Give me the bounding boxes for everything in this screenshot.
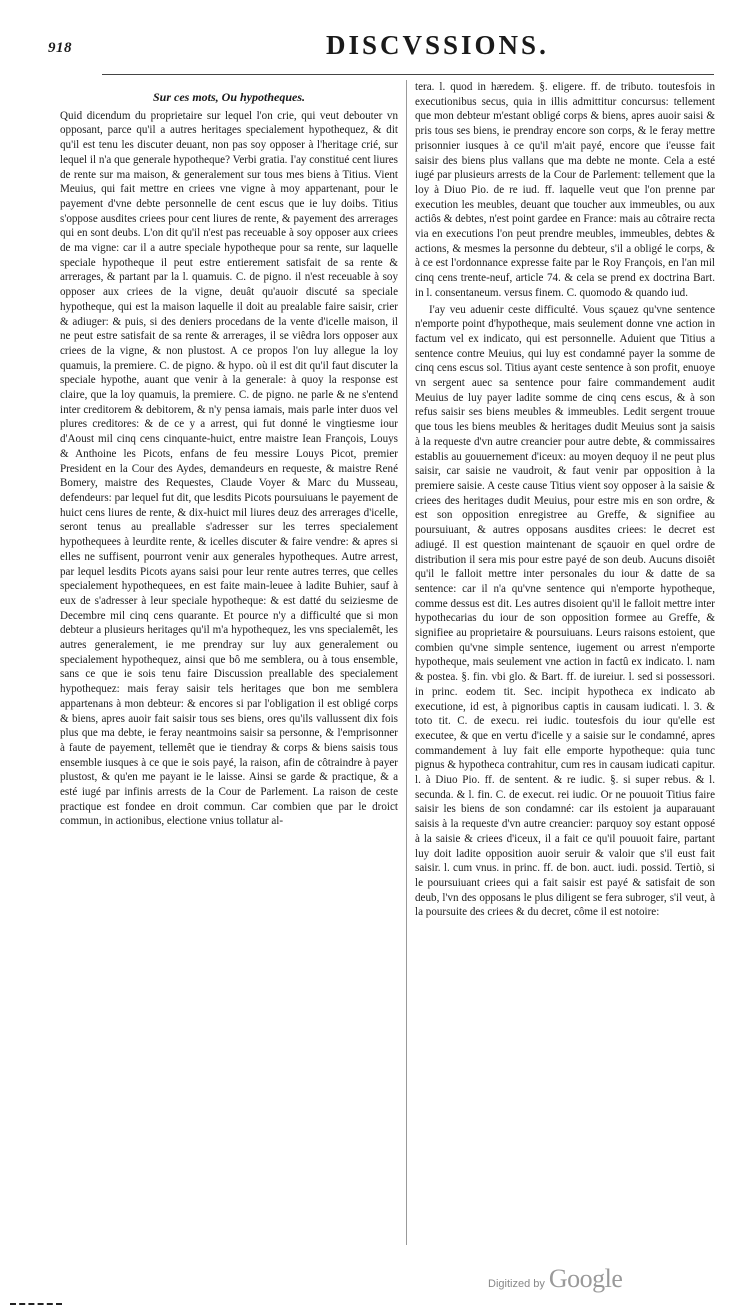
running-head: DISCVSSIONS. (326, 30, 549, 60)
page-number: 918 (48, 40, 72, 56)
left-column (60, 90, 398, 829)
digitized-watermark (488, 1264, 622, 1294)
google-logo-icon: Google (548, 1264, 623, 1293)
page-edge-mark (10, 1303, 62, 1305)
right-paragraph: tera. l. quod in hæredem. §. eligere. ff. de tributo. toutesfois in executionibus secus, quia in illis admittitur concursus: tellement que mon debteur m'estant obligé corps & biens, apres auoir saisi & pris tous ses biens, ie prendray encore son corps, & le feray mettre prisonnier iusques à ce qu'il m'ait payé, encore que i'eusse fait saisir des biens plus vallans que ma debte ne monte. Cela a esté iugé par plusieurs arrests de la Cour de Parlement: tellement que la loy à Diuo Pio. de re iud. ff. laquelle veut que l'on prenne par execution les meubles, deuant que toucher aux immeubles, ou aux actiôs & debtes, n'est point gardee en France: mais au côtraire recta via en executions l'on peut prendre meubles, immeubles, debtes & actions, & mesmes la personne du debteur, s'il a obligé le corps, & à ce est l'ordonnance expresse faite par le Roy François, en l'an mil cinq cens trente-neuf, article 74. & cela se prend ex doctrina Bart. in l. consentaneum. versus finem. C. quomodo & quando iud. (415, 81, 715, 299)
section-subhead: Sur ces mots, Ou hypotheques. (152, 90, 306, 104)
watermark-prefix: Digitized by (488, 1278, 545, 1290)
header-rule (102, 74, 714, 75)
column-divider (406, 80, 407, 1245)
right-paragraph: I'ay veu aduenir ceste difficulté. Vous sçauez qu'vne sentence n'emporte point d'hypotheque, mais seulement donne vne action in factum vel ex indicato, qui est personnelle. Aduient que Titius a sentence contre Meuius, qui luy est condamné payer la somme de cinq cens escus sol. Titius ayant ceste sentence à son profit, enuoye vn sergent auec sa sentence pour faire commandement audit Meuius de luy payer ladite somme de cinq cens escus, & à son refus saisir ses biens meubles & immeubles. Ledit sergent trouue que tous les biens meubles & heritages dudit Meuius sont ja saisis à la requeste d'vn autre creancier pour autre debte, & commissaires establis au gouuernement d'iceux: au moyen dequoy il ne peut plus saisir, car saisie ne vaudroit, & faut venir par opposition à la premiere saisie. A ceste cause Titius vient soy opposer à la saisie & criees des heritages dudit Meuius, pour estre mis en son ordre, & est son opposition enregistree au Greffe, & signifiee au poursuiuant, & autres opposans ausdites criees: le decret est adiugé. Il est question maintenant de sçauoir en quel ordre de distribution il sera mis pour estre payé de son deub. Aucuns disoiêt qu'il le falloit mettre inter personales du iour & datte de sa sentence: car il n'a qu'vne sentence qui n'emporte hypotheque, comme dessus est dit. Les autres disoient qu'il le falloit mettre inter hypothecarias du iour de son opposition formee au Greffe, & signifiee au proprietaire & poursuiuans. Leurs raisons estoient, que combien qu'vne simple sentence, iugement ou arrest n'emporte hypotheque, mais seulement vne action in factû ex indicato. l. nam & postea. §. fin. vbi glo. & Bart. ff. de iureiur. l. sed si possessori. in princ. eodem tit. Sec. incipit hypotheca ex indicato ab executione, id est, à pignoribus captis in causam iudicati. l. 3. & toto tit. C. de execu. rei iudic. toutesfois du iour qu'elle est executee, & que en vertu d'icelle y a saisie sur le condamné, apres commandement à luy fait elle emporte hypotheque: quia tunc pignus & hypotheca contrahitur, cum res in causam iudicati capitur. l. à Diuo Pio. ff. de sentent. & re iudic. §. si super rebus. & l. secunda. & l. fin. C. de execut. rei iudic. Or ne pouuoit Titius faire saisir les biens de son condamné: car ils estoient ja auparauant saisis à la requeste d'vn autre creancier: parquoy soy estant opposé à la saisie & criees d'iceux, il a fait ce qu'il pouuoit faire, partant luy doit ladite opposition auoir seruir & valoir que s'il eust fait saisir. l. cum vnus. in princ. ff. de bon. auct. iudi. possid. Tertiò, si le poursuiuant criees qui a fait saisir est payé & satisfait de son deub, l'vn des opposans le plus diligent se fera subroger, s'il veut, à la poursuite des criees & du decret, côme il est notoire: (415, 303, 715, 919)
right-column (415, 80, 715, 920)
left-paragraph: Quid dicendum du proprietaire sur lequel l'on crie, qui veut debouter vn opposant, parce qu'il a autres heritages specialement hypothequez, & dit qu'il est tenu les discuter deuant, non pas soy opposer à l'heritage crié, sur lequel il n'a que generale hypotheque? Verbi gratia. I'ay constitué cent liures de rente sur ma maison, & generalement sur tous mes biens à Titius. Vient Meuius, qui fait mettre en criees vne vigne à moy appartenant, pour le payement d'vne debte personnelle de cent escus que ie luy doibs. Titius s'oppose ausdites criees pour cent liures de rente, & payement des arrerages qui en sont deubs. L'on dit qu'il n'est pas receuable à soy opposer aux criees de ma vigne: car il a autre speciale hypotheque pour sa rente, sur laquelle speciale hypotheque il peut estre entierement satisfait de sa rente & arrerages, & partant par la l. quamuis. C. de pigno. il n'est receuable à soy opposer aux criees de la vigne, deuât qu'auoir discuté sa speciale hypotheque, qui est la maison laquelle il doit au prealable faire saisir, crier & adiuger: & puis, si des deniers procedans de la vente d'icelle maison, il ne peut estre satisfait de sa rente & arrerages, il se viêdra lors opposer aux criees de la vigne, & non plustost. A ce propos l'on luy allegue la loy quamuis, la premiere. C. de pigno. & hypo. où il est dit qu'il faut discuter la speciale hypothe, auant que venir à la generale: à quoy la response est claire, que la loy quamuis, la premiere. C. de pigno. ne parle & ne s'entend inter creditorem & debitorem, & n'y pensa iamais, mais parle inter duos vel plures creditores: & de ce y a arrest, qui fut donné le vingtiesme iour d'Aoust mil cinq cens cinquante-huict, entre maistre Iean François, Louys & Anthoine les Picots, enfans de feu messire Louys Picot, premier President en la Cour des Aydes, demandeurs en requeste, & maistre René Bomery, maistre des Requestes, Claude Voyer & Marc du Musseau, defendeurs: par lequel fut dit, que lesdits Picots poursuiuans le payement de huict cens liures de rente, & dix-huict mil liures deuz des arrerages d'icelle, seront tenus au preallable s'adresser sur les terres specialement hypothequees à leurdite rente, & icelles discuter & faire vendre: & apres si elles ne suffisent, pourront venir aux generales hypotheques. Autre arrest, par lequel lesdits Picots ayans saisi pour leur rente autres terres, que celles specialement hypothequees, en est faite main-leuee à ladite Buhier, sauf à eux de s'adresser à leur speciale hypotheque: & est datté du seiziesme de Decembre mil cinq cens quarante. Et pource n'y a difficulté que si mon debteur a plusieurs heritages qu'il m'a hypothequez, les vns specialemêt, les autres generalement, ie me prendray sur luy aux generalement ou specialement hypothequez, ainsi que bô me semblera, ou à tous ensemble, sans ce que ie sois tenu faire Discussion preallable des specialement hypothequez: mais feray saisir tels heritages que bon me semblera appartenans à mon debteur: & encores si par l'obligation il est obligé corps & biens, apres auoir fait saisir tous ses biens, ores qu'ils vallussent dix fois plus que ma debte, ie feray neantmoins saisir sa personne, & l'emprisonner à faute de payement, tellemêt que ie tiendray & corps & biens saisis tous ensemble iusques à ce que ie sois payé, la raison, afin de côtraindre à payer plustost, & qu'en me payant ie le laisse. Ainsi se garde & practique, & a esté iugé par infinis arrests de la Cour de Parlement. La raison de ceste practique est fondee en droit commun. Car combien que par le droict commun, in actionibus, electione vnius tollatur al- (60, 109, 398, 828)
